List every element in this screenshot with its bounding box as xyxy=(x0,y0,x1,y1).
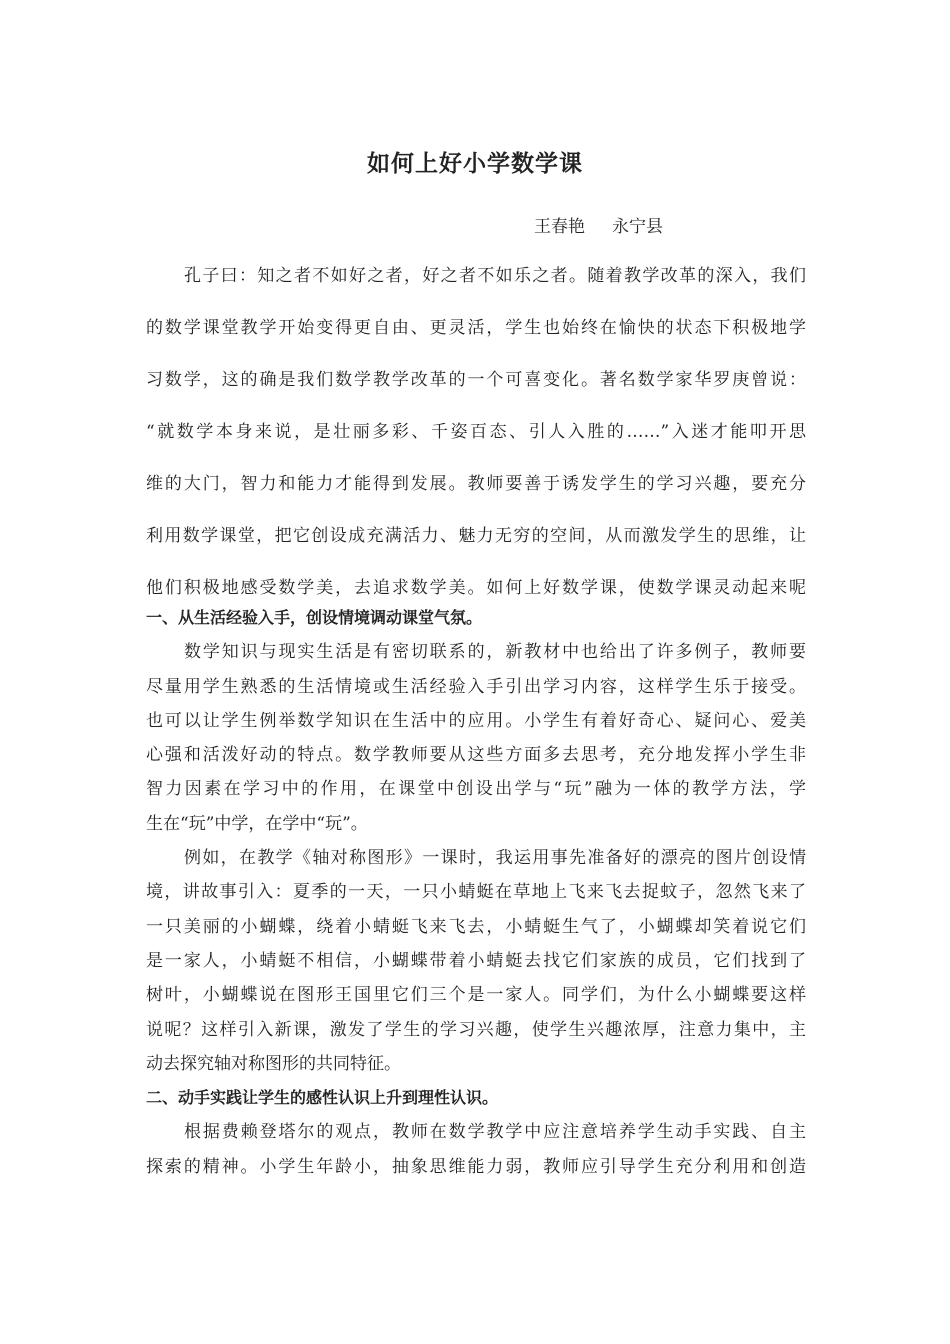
section1-paragraph-1 xyxy=(146,635,806,841)
paragraph-line: 数学知识与现实生活是有密切联系的，新教材中也给出了许多例子，教师要 xyxy=(184,642,806,663)
paragraph-line: 树叶，小蝴蝶说在图形王国里它们三个是一家人。同学们，为什么小蝴蝶要这样 xyxy=(146,985,806,1006)
paragraph-line: 心强和活泼好动的特点。数学教师要从这些方面多去思考，充分地发挥小学生非 xyxy=(146,745,806,766)
author-line xyxy=(534,212,663,237)
intro-line: “就数学本身来说，是壮丽多彩、千姿百态、引人入胜的……”入迷才能叩开思 xyxy=(146,422,806,442)
intro-line: 的数学课堂教学开始变得更自由、更灵活，学生也始终在愉快的状态下积极地学 xyxy=(146,318,806,338)
author-location: 永宁县 xyxy=(612,217,664,237)
document-title: 如何上好小学数学课 xyxy=(367,151,583,177)
paragraph-line: 探索的精神。小学生年龄小，抽象思维能力弱，教师应引导学生充分利用和创造 xyxy=(146,1156,806,1177)
intro-line: 利用数学课堂，把它创设成充满活力、魅力无穷的空间，从而激发学生的思维，让 xyxy=(146,526,806,546)
paragraph-line: 说呢？这样引入新课，激发了学生的学习兴趣，使学生兴趣浓厚，注意力集中，主 xyxy=(146,1019,806,1040)
paragraph-line: 例如，在教学《轴对称图形》一课时，我运用事先准备好的漂亮的图片创设情 xyxy=(184,848,806,869)
paragraph-line: 动去探究轴对称图形的共同特征。 xyxy=(146,1053,401,1074)
paragraph-line: 境，讲故事引入：夏季的一天，一只小蜻蜓在草地上飞来飞去捉蚊子，忽然飞来了 xyxy=(146,882,806,903)
intro-line: 他们积极地感受数学美，去追求数学美。如何上好数学课，使数学课灵动起来呢 xyxy=(146,578,806,598)
intro-line: 维的大门，智力和能力才能得到发展。教师要善于诱发学生的学习兴趣，要充分 xyxy=(146,474,806,494)
section-heading-1: 一、从生活经验入手，创设情境调动课堂气氛。 xyxy=(146,608,483,627)
paragraph-line: 根据费赖登塔尔的观点，教师在数学教学中应注意培养学生动手实践、自主 xyxy=(184,1122,806,1143)
intro-line: 孔子曰：知之者不如好之者，好之者不如乐之者。随着教学改革的深入，我们 xyxy=(184,266,806,286)
section1-paragraph-2 xyxy=(146,841,806,1081)
paragraph-line: 尽量用学生熟悉的生活情境或生活经验入手引出学习内容，这样学生乐于接受。 xyxy=(146,676,806,697)
paragraph-line: 生在“玩”中学，在学中“玩”。 xyxy=(146,813,368,834)
paragraph-line: 智力因素在学习中的作用，在课堂中创设出学与“玩”融为一体的教学方法，学 xyxy=(146,779,806,800)
section-heading-2: 二、动手实践让学生的感性认识上升到理性认识。 xyxy=(146,1088,499,1108)
paragraph-line: 一只美丽的小蝴蝶，绕着小蜻蜓飞来飞去，小蜻蜓生气了，小蝴蝶却笑着说它们 xyxy=(146,916,806,937)
section2-paragraph-1 xyxy=(146,1115,806,1184)
main-content xyxy=(146,601,806,1184)
paragraph-line: 也可以让学生例举数学知识在生活中的应用。小学生有着好奇心、疑问心、爱美 xyxy=(146,710,806,731)
intro-line: 习数学，这的确是我们数学教学改革的一个可喜变化。著名数学家华罗庚曾说： xyxy=(146,370,806,390)
author-name: 王春艳 xyxy=(534,217,585,237)
paragraph-line: 是一家人，小蜻蜓不相信，小蝴蝶带着小蜻蜓去找它们家族的成员，它们找到了 xyxy=(146,950,806,971)
intro-paragraph xyxy=(146,250,806,614)
